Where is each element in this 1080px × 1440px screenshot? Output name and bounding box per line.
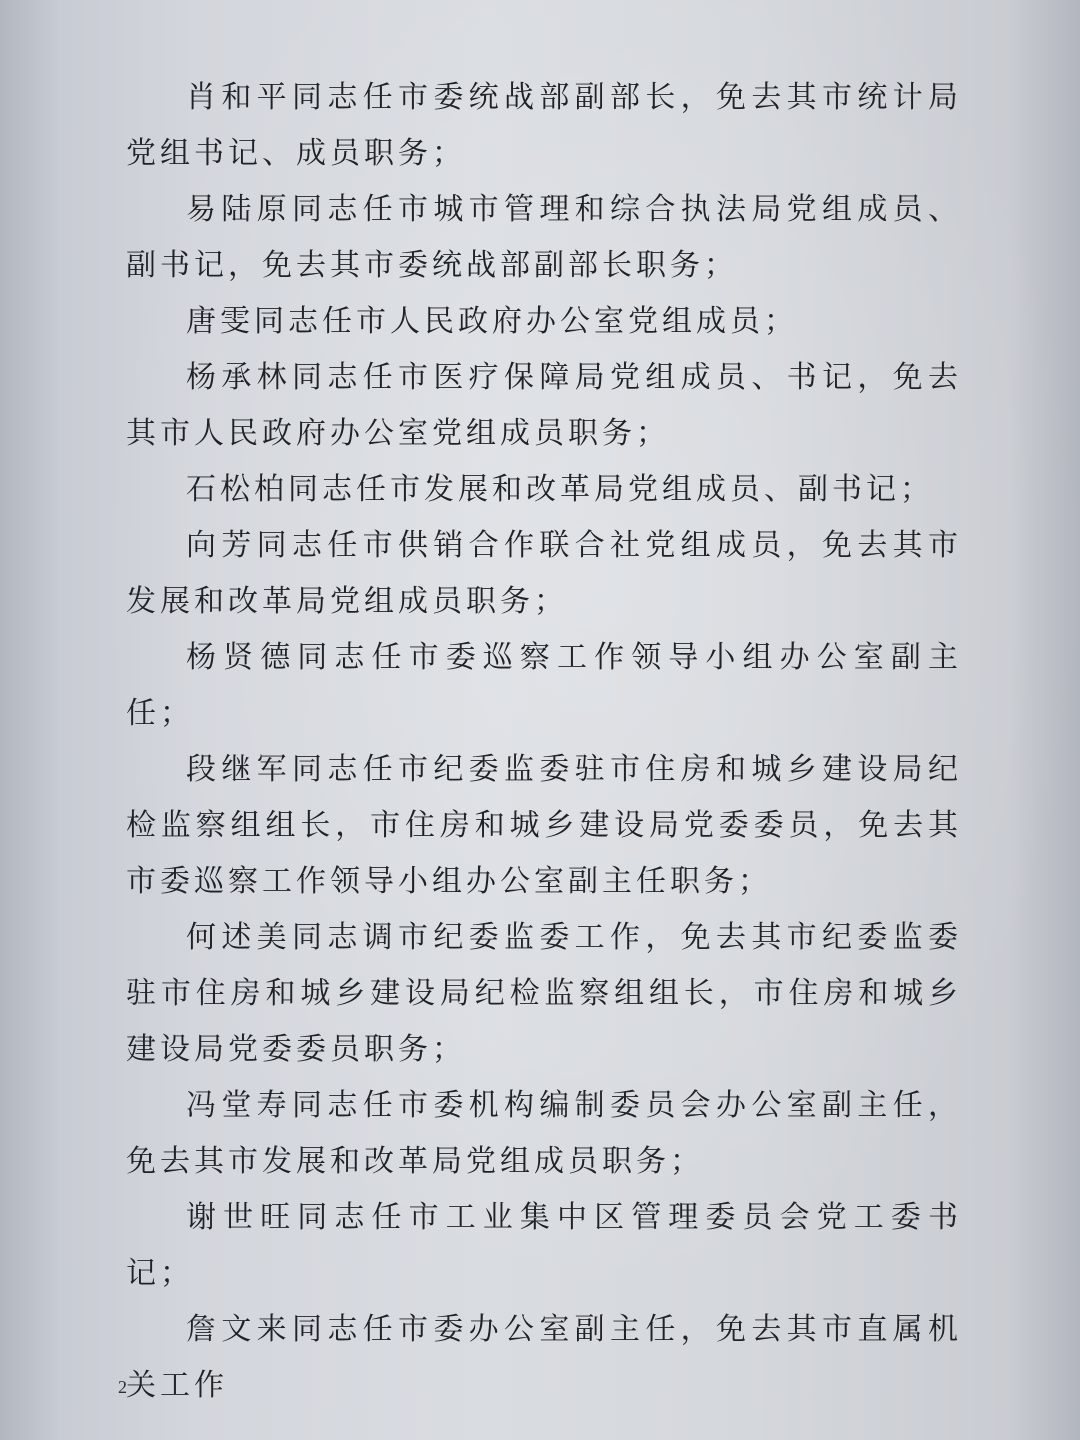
paragraph-9: 何述美同志调市纪委监委工作，免去其市纪委监委驻市住房和城乡建设局纪检监察组组长，市住房和城乡建设局党委委员职务；: [126, 920, 962, 1067]
paragraph-7: 杨贤德同志任市委巡察工作领导小组办公室副主任；: [126, 640, 962, 731]
paragraph-12: 詹文来同志任市委办公室副主任，免去其市直属机关工作: [126, 1312, 962, 1403]
paragraph-6: 向芳同志任市供销合作联合社党组成员，免去其市发展和改革局党组成员职务；: [126, 528, 962, 619]
paragraph-11: 谢世旺同志任市工业集中区管理委员会党工委书记；: [126, 1200, 962, 1291]
document-body: [126, 70, 962, 1414]
paragraph-5: 石松柏同志任市发展和改革局党组成员、副书记；: [186, 472, 934, 507]
paragraph-10: 冯堂寿同志任市委机构编制委员会办公室副主任，免去其市发展和改革局党组成员职务；: [126, 1088, 962, 1179]
paragraph-4: 杨承林同志任市医疗保障局党组成员、书记，免去其市人民政府办公室党组成员职务；: [126, 360, 962, 451]
paragraph-8: 段继军同志任市纪委监委驻市住房和城乡建设局纪检监察组组长，市住房和城乡建设局党委委员，免去其市委巡察工作领导小组办公室副主任职务；: [126, 752, 962, 899]
paragraph-1: 肖和平同志任市委统战部副部长，免去其市统计局党组书记、成员职务；: [126, 80, 962, 171]
paragraph-3: 唐雯同志任市人民政府办公室党组成员；: [186, 304, 798, 339]
paragraph-2: 易陆原同志任市城市管理和综合执法局党组成员、副书记，免去其市委统战部副部长职务；: [126, 192, 962, 283]
page-number: 2: [118, 1377, 127, 1397]
